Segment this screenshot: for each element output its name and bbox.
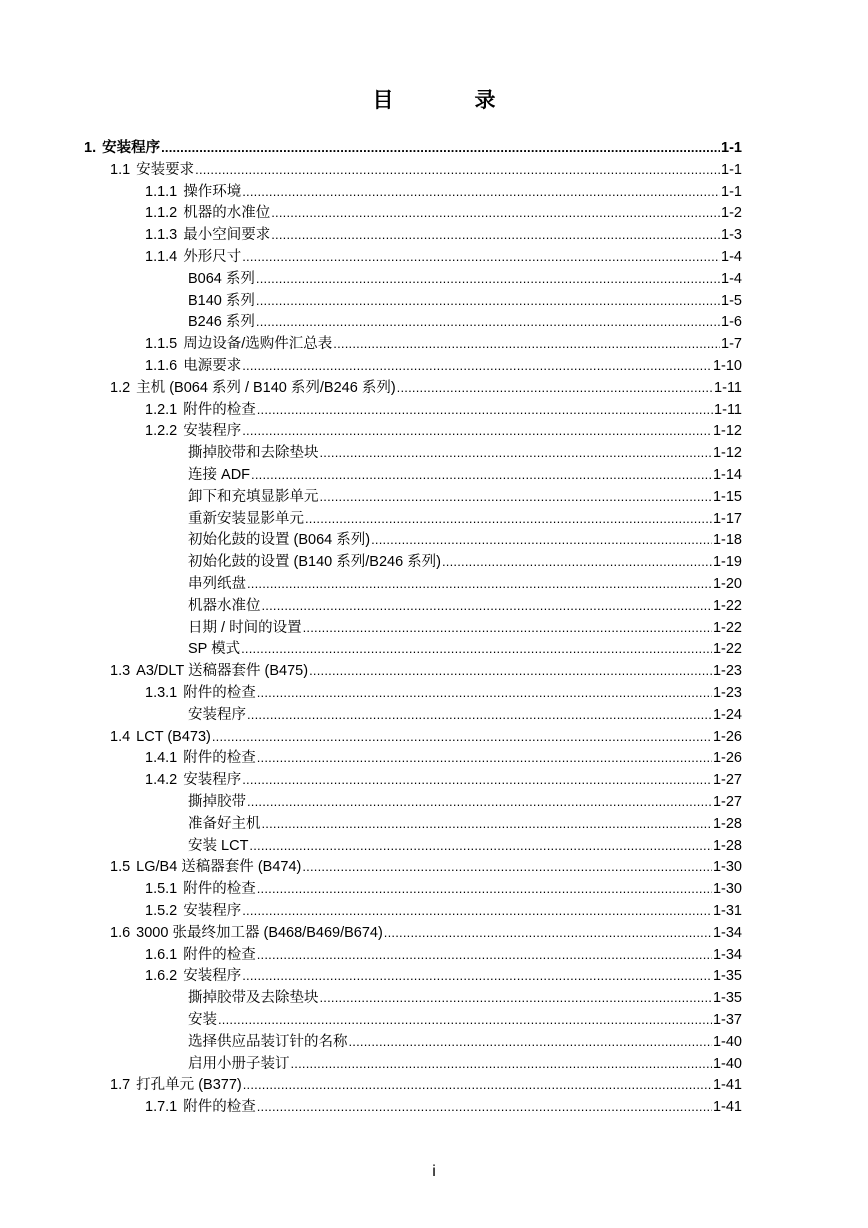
toc-entry-page: 1-5 [721,292,742,309]
toc-entry[interactable] [110,376,742,397]
toc-entry-text: 撕掉胶带 [188,794,246,810]
toc-entry-page: 1-11 [714,401,742,418]
dot-leader [256,270,720,288]
toc-entry-page: 1-34 [712,924,742,941]
dot-leader [242,967,712,985]
toc-entry-label [145,401,256,419]
toc-entry-text: LG/B4 送稿器套件 (B474) [136,859,302,876]
toc-entry[interactable] [188,463,742,484]
dot-leader [243,1076,712,1094]
dot-leader [242,357,712,375]
toc-entry-page: 1-31 [712,903,742,919]
toc-entry-page: 1-4 [721,270,742,287]
toc-entry-page: 1-20 [712,576,742,592]
toc-entry[interactable] [188,289,742,310]
toc-entry[interactable] [145,332,742,353]
dot-leader [262,815,712,833]
toc-entry-label [110,161,194,179]
dot-leader [242,183,720,201]
dot-leader [320,444,712,462]
toc-entry-label [188,313,255,331]
dot-leader [242,248,720,266]
toc-entry-text: 操作环境 [183,183,242,200]
toc-entry-page: 1-35 [712,990,742,1007]
toc-entry-number: 1.7 [110,1077,131,1094]
toc-entry-text: 外形尺寸 [183,249,242,265]
toc-entry-text: 打孔单元 (B377) [136,1077,242,1094]
toc-entry-number: 1.4.2 [145,772,178,789]
toc-entry-label [188,488,319,506]
toc-entry-label [145,946,256,964]
toc-entry-text: 启用小册子装订 [188,1055,290,1072]
toc-entry[interactable] [188,637,742,658]
toc-entry[interactable] [188,1052,742,1073]
dot-leader [320,488,712,506]
toc-entry-label [188,444,319,462]
dot-leader [349,1033,712,1051]
toc-entry-page: 1-28 [712,837,742,854]
toc-entry-page: 1-26 [712,750,742,767]
toc-entry-label [110,728,211,746]
dot-leader [371,531,712,549]
dot-leader [242,771,712,789]
dot-leader [242,422,712,440]
toc-entry[interactable] [145,245,742,266]
toc-entry-label [145,1098,256,1116]
toc-entry-label [84,139,160,157]
toc-entry-page: 1-11 [714,379,742,396]
dot-leader [333,335,720,353]
dot-leader [302,858,712,876]
toc-entry-text: 选择供应品装订针的名称 [188,1033,348,1050]
toc-entry[interactable] [145,943,742,964]
toc-entry-number: 1.4.1 [145,750,178,767]
toc-entry-text: 附件的检查 [183,685,256,701]
dot-leader [257,749,712,767]
dot-leader [218,1011,712,1029]
toc-entry-text: 主机 (B064 系列 / B140 系列/B246 系列) [136,379,396,396]
toc-entry-label [188,793,246,811]
dot-leader [257,946,712,964]
toc-entry-text: 准备好主机 [188,815,261,832]
dot-leader [271,204,720,222]
toc-entry-text: 附件的检查 [183,401,256,418]
toc-entry[interactable] [145,768,742,789]
toc-entry-label [145,902,241,920]
toc-entry-text: B246 系列 [188,314,255,331]
toc-entry-text: 最小空间要求 [183,227,271,244]
toc-entry-page: 1-23 [712,663,742,680]
toc-entry-page: 1-34 [712,946,742,963]
dot-leader [247,706,712,724]
toc-entry-text: 附件的检查 [183,946,256,963]
toc-entry[interactable] [188,1030,742,1051]
dot-leader [161,139,720,157]
toc-entry-page: 1-41 [712,1099,742,1116]
toc-entry[interactable] [110,659,742,680]
toc-entry-page: 1-40 [712,1033,742,1050]
toc-entry-number: 1.6.1 [145,946,178,963]
toc-entry-page: 1-1 [721,161,742,178]
toc-entry-label [145,226,270,244]
toc-entry-text: 安装程序 [183,968,242,985]
toc-entry-page: 1-26 [712,728,742,745]
toc-entry-page: 1-14 [712,467,742,483]
toc-entry-label [188,837,248,855]
toc-entry-label [110,662,308,680]
toc-entry-text: 安装程序 [183,772,242,789]
dot-leader [257,401,713,419]
toc-entry-label [188,553,441,571]
toc-entry-text: 卸下和充填显影单元 [188,488,319,505]
toc-entry-label [188,270,255,288]
toc-entry[interactable] [188,986,742,1007]
dot-leader [303,619,712,637]
toc-entry-label [145,422,241,440]
toc-entry[interactable] [188,310,742,331]
toc-entry-label [188,1011,217,1029]
toc-entry[interactable] [188,441,742,462]
toc-entry-number: 1.3 [110,663,131,680]
toc-entry[interactable] [188,812,742,833]
toc-entry-page: 1-2 [721,205,742,222]
toc-entry-number: 1.1.6 [145,358,178,374]
toc-entry-label [188,989,319,1007]
toc-entry-label [145,248,241,266]
toc-entry-label [188,292,255,310]
toc-entry-page: 1-41 [712,1077,742,1094]
toc-entry-page: 1-10 [712,358,742,374]
toc-entry-label [188,815,261,833]
toc-entry-page: 1-1 [721,183,742,200]
toc-entry-text: 附件的检查 [183,750,256,767]
toc-entry-label [188,1033,348,1051]
toc-entry-text: 附件的检查 [183,881,256,898]
toc-entry-text: 附件的检查 [183,1099,256,1116]
toc-entry[interactable] [188,790,742,811]
toc-entry-number: 1.1.3 [145,227,178,244]
toc-entry-label [145,771,241,789]
toc-entry-page: 1-22 [712,619,742,636]
toc-entry[interactable] [145,1095,742,1116]
dot-leader [305,510,712,528]
toc-entry[interactable] [145,964,742,985]
toc-entry-text: 重新安装显影单元 [188,510,304,527]
toc-entry[interactable] [188,507,742,528]
toc-entry-label [145,880,256,898]
toc-entry-text: 撕掉胶带及去除垫块 [188,990,319,1007]
toc-entry-page: 1-27 [712,772,742,789]
toc-entry-text: 安装程序 [183,423,242,440]
dot-leader [195,161,720,179]
toc-entry-label [188,640,240,658]
toc-entry[interactable] [145,681,742,702]
page-number: i [432,1163,436,1180]
toc-entry-number: 1.2 [110,379,131,396]
toc-entry-page: 1-22 [712,597,742,614]
toc-entry-text: 3000 张最终加工器 (B468/B469/B674) [136,924,383,941]
toc-entry[interactable] [188,1008,742,1029]
page-title: 目 录 [372,88,526,112]
toc-entry-label [145,967,241,985]
toc-entry-text: 撕掉胶带和去除垫块 [188,445,319,462]
toc-entry[interactable] [188,267,742,288]
dot-leader [251,466,712,484]
toc-entry-page: 1-18 [712,532,742,549]
toc-entry-number: 1.1 [110,161,131,178]
toc-entry-page: 1-28 [712,815,742,832]
toc-entry[interactable] [145,180,742,201]
toc-entry-text: B140 系列 [188,292,255,309]
toc-entry-page: 1-40 [712,1055,742,1072]
toc-entry[interactable] [110,725,742,746]
toc-entry-text: 周边设备/选购件汇总表 [183,336,333,353]
dot-leader [256,313,720,331]
toc-entry-label [145,749,256,767]
toc-entry-text: 连接 ADF [188,467,251,483]
dot-leader [320,989,712,1007]
toc-entry-text: 安装 [188,1012,217,1028]
toc-entry-text: 串列纸盘 [188,576,246,592]
toc-entry[interactable] [145,877,742,898]
toc-entry-text: SP 模式 [188,641,241,658]
dot-leader [212,728,712,746]
toc-entry-text: 机器水准位 [188,597,261,614]
toc-entry[interactable] [188,834,742,855]
toc-entry-label [188,706,246,724]
toc-entry-label [110,1076,242,1094]
toc-entry-page: 1-12 [712,423,742,440]
toc-entry-text: 机器的水准位 [183,205,271,222]
toc-entry-number: 1.2.2 [145,423,178,440]
toc-entry-text: LCT (B473) [136,728,211,745]
toc-entry-number: 1.2.1 [145,401,178,418]
toc-entry-page: 1-12 [712,445,742,462]
toc-entry-page: 1-30 [712,881,742,898]
toc-entry[interactable] [188,528,742,549]
toc-entry-number: 1.5.2 [145,903,178,919]
toc-entry-text: B064 系列 [188,270,255,287]
toc-entry-text: A3/DLT 送稿器套件 (B475) [136,663,309,680]
toc-entry-page: 1-30 [712,859,742,876]
toc-entry-text: 安装程序 [188,706,246,723]
dot-leader [247,793,712,811]
toc-entry-text: 初始化鼓的设置 (B140 系列/B246 系列) [188,554,441,571]
toc-entry-label [145,204,270,222]
toc-entry-number: 1.3.1 [145,685,178,701]
toc-entry[interactable] [110,855,742,876]
toc-entry[interactable] [145,354,742,375]
toc-entry-text: 初始化鼓的设置 (B064 系列) [188,532,371,549]
toc-entry-number: 1.1.1 [145,183,178,200]
toc-entry-label [145,684,256,702]
toc-entry[interactable] [188,594,742,615]
toc-entry[interactable] [110,158,742,179]
toc-entry-label [145,335,332,353]
dot-leader [256,292,720,310]
dot-leader [247,575,712,593]
toc-entry-page: 1-37 [712,1012,742,1028]
toc-entry-label [188,510,304,528]
toc-entry[interactable] [188,616,742,637]
toc-entry-text: 安装 LCT [188,837,249,854]
toc-entry-label [188,466,250,484]
toc-entry-page: 1-15 [712,488,742,505]
toc-entry[interactable] [145,223,742,244]
toc-entry-label [145,357,241,375]
toc-entry-text: 电源要求 [183,358,242,374]
toc-entry-number: 1.7.1 [145,1099,178,1116]
dot-leader [262,597,712,615]
toc-entry-page: 1-27 [712,794,742,810]
dot-leader [257,1098,712,1116]
toc-entry[interactable] [145,746,742,767]
toc-entry[interactable] [110,1073,742,1094]
toc-entry-number: 1.4 [110,728,131,745]
dot-leader [442,553,712,571]
toc-entry-number: 1.5 [110,859,131,876]
toc-entry-page: 1-22 [712,641,742,658]
toc-entry-text: 安装程序 [183,903,242,919]
toc-entry-page: 1-6 [721,314,742,331]
toc-entry[interactable] [84,136,742,157]
dot-leader [257,684,712,702]
toc-entry-number: 1.1.4 [145,249,178,265]
toc-entry-text: 日期 / 时间的设置 [188,619,302,636]
toc-entry-page: 1-24 [712,706,742,723]
toc-entry-number: 1. [84,140,97,156]
dot-leader [242,902,712,920]
dot-leader [384,924,712,942]
toc-entry-page: 1-4 [721,249,742,265]
toc-entry-page: 1-7 [721,336,742,353]
toc-entry[interactable] [188,485,742,506]
toc-entry-number: 1.6.2 [145,968,178,985]
toc-entry-page: 1-1 [721,140,742,156]
dot-leader [309,662,712,680]
toc-entry-page: 1-17 [712,510,742,527]
dot-leader [397,379,713,397]
toc-entry-label [145,183,241,201]
toc-entry-number: 1.5.1 [145,881,178,898]
dot-leader [249,837,712,855]
dot-leader [241,640,712,658]
toc-entry-label [188,619,302,637]
toc-entry[interactable] [188,550,742,571]
toc-entry-number: 1.1.2 [145,205,178,222]
toc-entry-page: 1-35 [712,968,742,985]
dot-leader [257,880,712,898]
toc-entry[interactable] [145,398,742,419]
toc-entry-page: 1-19 [712,554,742,571]
toc-entry-page: 1-23 [712,685,742,701]
toc-entry-label [188,575,246,593]
toc-entry-label [110,924,383,942]
toc-entry-page: 1-3 [721,227,742,244]
dot-leader [291,1055,712,1073]
toc-entry-text: 安装程序 [102,140,161,156]
toc-entry-label [188,531,370,549]
dot-leader [271,226,720,244]
toc-entry[interactable] [188,703,742,724]
toc-entry-text: 安装要求 [136,161,195,178]
toc-entry-label [188,597,261,615]
toc-entry-label [188,1055,290,1073]
toc-entry[interactable] [188,572,742,593]
toc-entry[interactable] [145,419,742,440]
toc-entry-label [110,379,396,397]
toc-entry-label [110,858,301,876]
toc-entry-number: 1.1.5 [145,336,178,353]
toc-entry[interactable] [145,899,742,920]
toc-entry-number: 1.6 [110,924,131,941]
toc-entry[interactable] [110,921,742,942]
toc-entry[interactable] [145,201,742,222]
